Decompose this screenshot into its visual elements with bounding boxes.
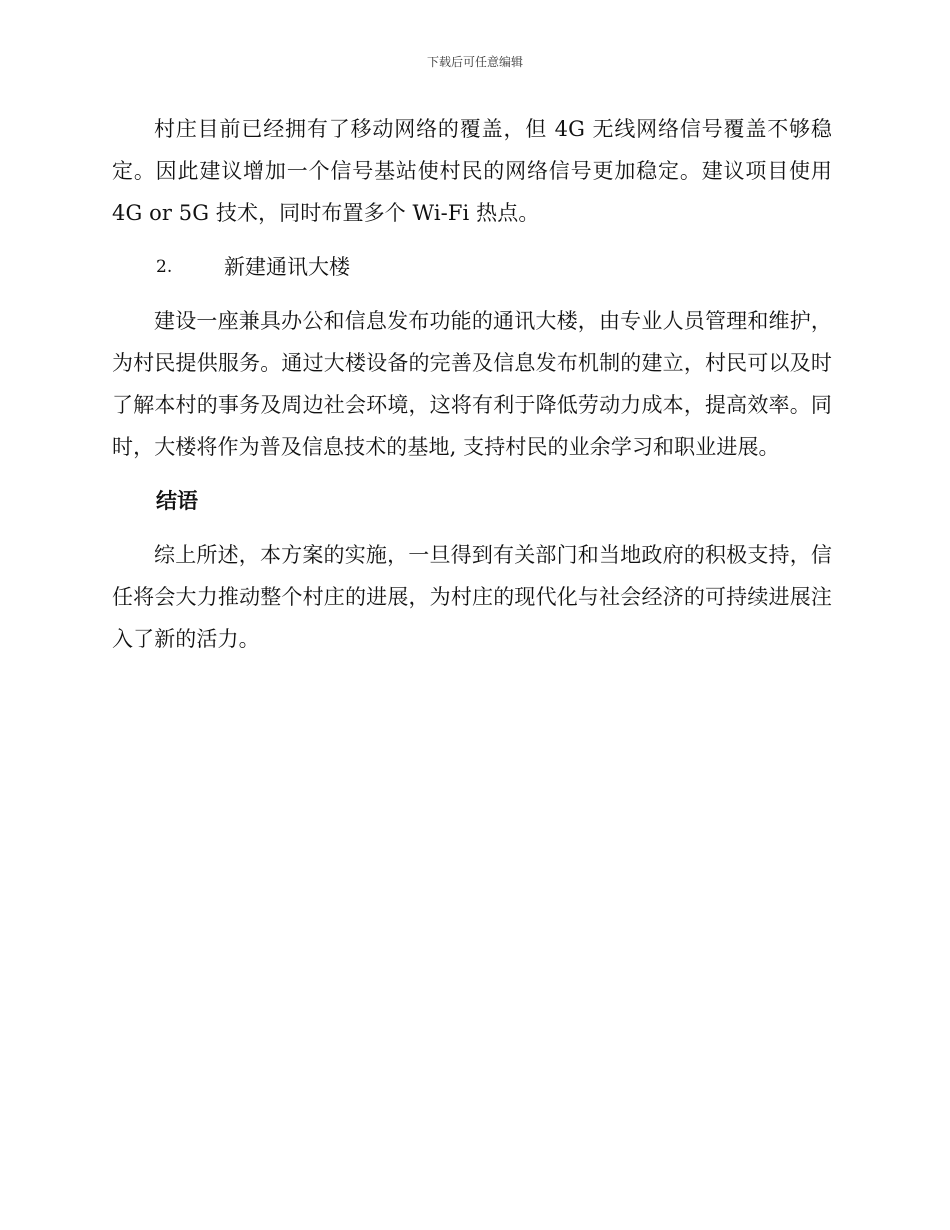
- paragraph-conclusion: 综上所述，本方案的实施，一旦得到有关部门和当地政府的积极支持，信任将会大力推动整个村庄的进展，为村庄的现代化与社会经济的可持续进展注入了新的活力。: [112, 543, 832, 651]
- list-item-text: 新建通讯大楼: [224, 255, 350, 279]
- document-body: [112, 108, 832, 672]
- list-item-number: 2.: [156, 257, 173, 277]
- section-heading-conclusion: 结语: [156, 489, 198, 513]
- page-header: 下载后可任意编辑: [426, 55, 523, 69]
- list-item-communication-building: [112, 246, 832, 288]
- paragraph-network-coverage: 村庄目前已经拥有了移动网络的覆盖，但 4G 无线网络信号覆盖不够稳定。因此建议增加一个信号基站使村民的网络信号更加稳定。建议项目使用 4G or 5G 技术，同时布置多个 Wi-Fi 热点。: [112, 117, 832, 225]
- paragraph-building-description: 建设一座兼具办公和信息发布功能的通讯大楼，由专业人员管理和维护，为村民提供服务。通过大楼设备的完善及信息发布机制的建立，村民可以及时了解本村的事务及周边社会环境，这将有利于降低劳动力成本，提高效率。同时，大楼将作为普及信息技术的基地, 支持村民的业余学习和职业进展。: [112, 309, 832, 459]
